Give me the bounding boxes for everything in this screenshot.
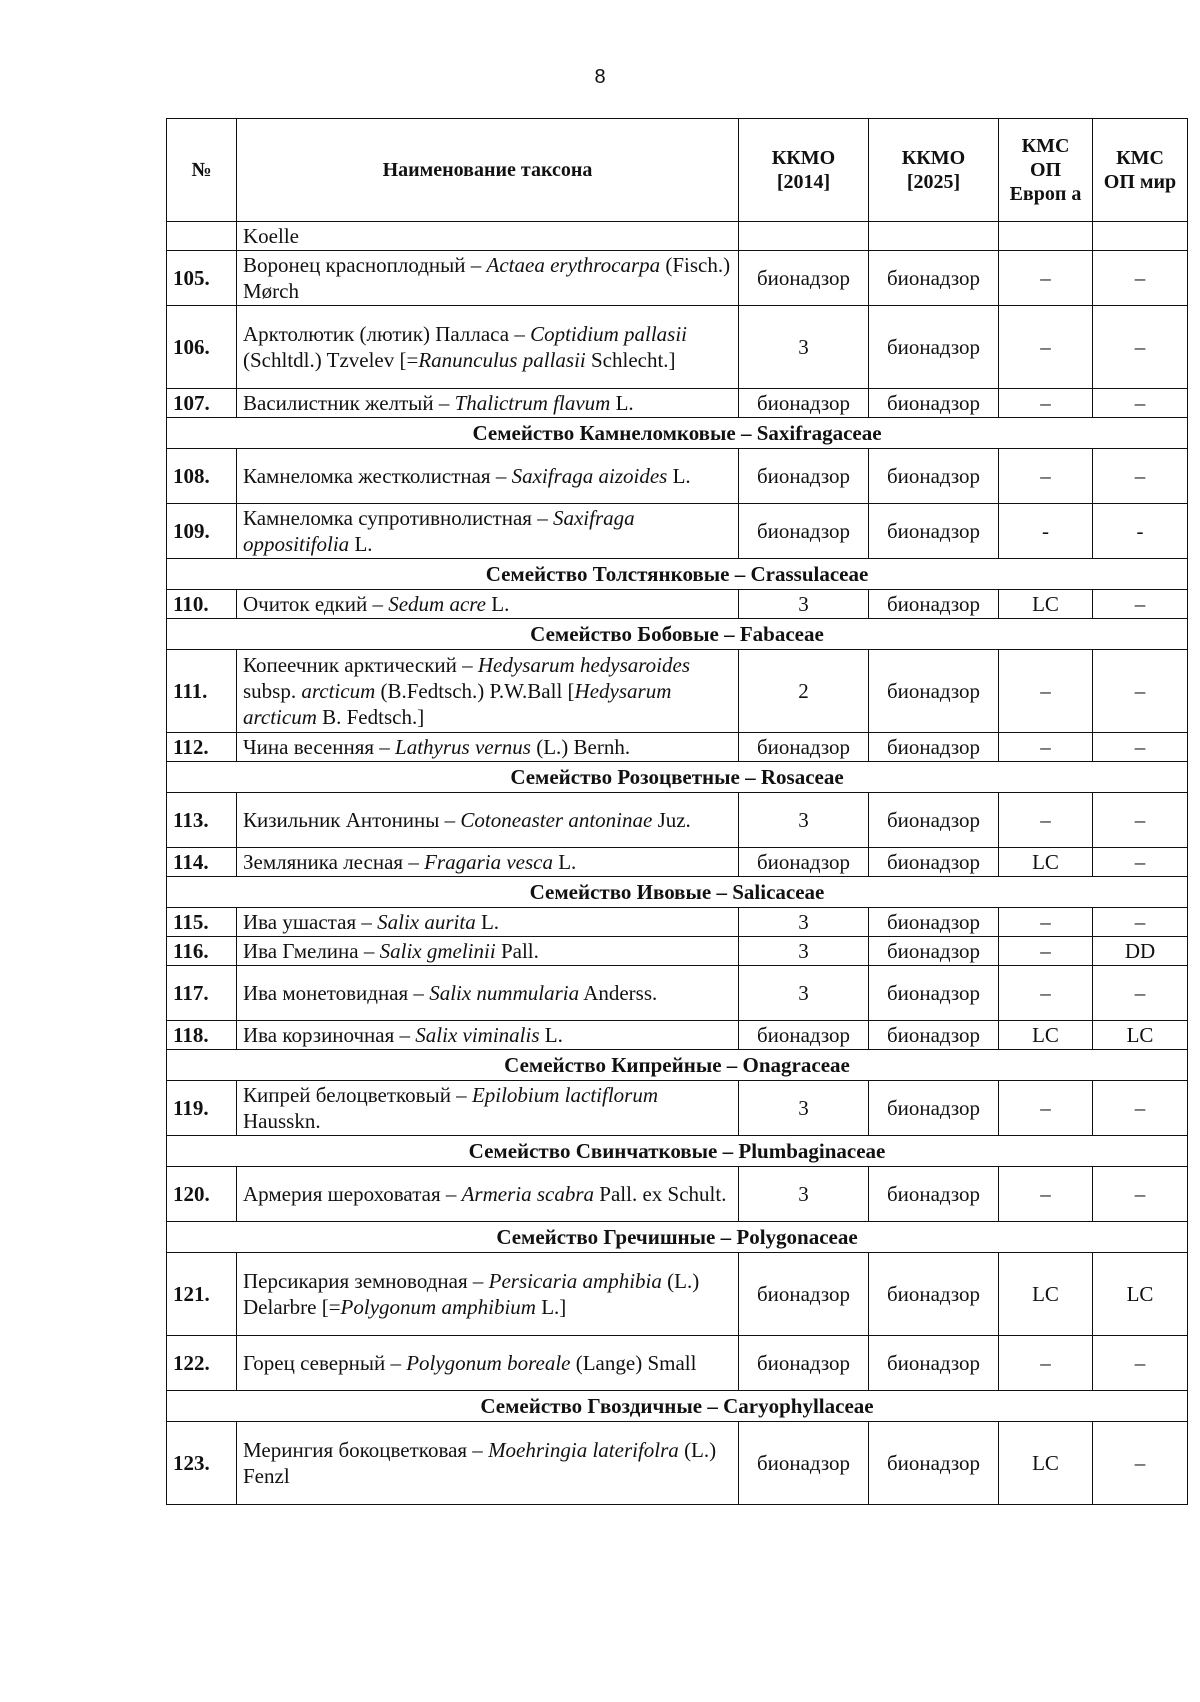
name-text: Персикария земноводная – (243, 1269, 489, 1293)
name-text: Земляника лесная – (243, 850, 425, 874)
name-text: Армерия шероховатая – (243, 1182, 462, 1206)
kms-world-status: – (1093, 908, 1188, 937)
latin-name: Epilobium lactiflorum (471, 1083, 659, 1107)
taxon-name (237, 222, 739, 251)
name-text: B. Fedtsch.] (316, 705, 425, 729)
taxon-name (237, 908, 739, 937)
kkmo-2014-status: 3 (739, 908, 869, 937)
row-number: 108. (167, 449, 237, 504)
row-number: 111. (167, 650, 237, 733)
kms-world-status: – (1093, 306, 1188, 389)
kms-europe-status: – (999, 251, 1093, 306)
name-text: Арктолютик (лютик) Палласа – (243, 322, 531, 346)
name-text: Pall. ex Schult. (594, 1182, 727, 1206)
kms-europe-status: – (999, 1081, 1093, 1136)
row-number: 107. (167, 389, 237, 418)
kkmo-2014-status: бионадзор (739, 1021, 869, 1050)
taxon-name (237, 1167, 739, 1222)
row-number: 109. (167, 504, 237, 559)
name-text: L. (349, 532, 373, 556)
family-header-row (167, 619, 1188, 650)
taxon-row (167, 793, 1188, 848)
header-kkmo-2025: ККМО [2025] (869, 119, 999, 222)
name-text: Василистник желтый – (243, 391, 455, 415)
taxon-row (167, 449, 1188, 504)
kkmo-2014-status: бионадзор (739, 1253, 869, 1336)
taxon-name (237, 1336, 739, 1391)
kkmo-2025-status: бионадзор (869, 848, 999, 877)
kkmo-2025-status: бионадзор (869, 937, 999, 966)
name-text: Ива корзиночная – (243, 1023, 416, 1047)
row-number: 106. (167, 306, 237, 389)
taxon-row (167, 650, 1188, 733)
latin-name: Actaea erythrocarpa (486, 253, 661, 277)
name-text: Кипрей белоцветковый – (243, 1083, 472, 1107)
taxon-name (237, 590, 739, 619)
row-number: 120. (167, 1167, 237, 1222)
kkmo-2025-status: бионадзор (869, 306, 999, 389)
latin-name: Ranunculus pallasii (418, 348, 586, 372)
name-text: Anderss. (579, 981, 658, 1005)
latin-name: Saxifraga oppositifolia (243, 506, 635, 556)
kms-europe-status: - (999, 504, 1093, 559)
row-number: 105. (167, 251, 237, 306)
kkmo-2014-status: бионадзор (739, 449, 869, 504)
name-text: Ива Гмелина – (243, 939, 380, 963)
row-number: 114. (167, 848, 237, 877)
kms-europe-status (999, 222, 1093, 251)
latin-name: Persicaria amphibia (488, 1269, 662, 1293)
taxon-row (167, 966, 1188, 1021)
name-text: Копеечник арктический – (243, 653, 478, 677)
name-text: Pall. (495, 939, 539, 963)
kms-europe-status: – (999, 1167, 1093, 1222)
kkmo-2014-status: 3 (739, 937, 869, 966)
kms-world-status (1093, 222, 1188, 251)
name-text: L. (667, 464, 691, 488)
name-text: Камнеломка супротивнолистная – (243, 506, 553, 530)
kkmo-2014-status: 3 (739, 966, 869, 1021)
kms-world-status: – (1093, 449, 1188, 504)
taxon-name (237, 733, 739, 762)
kkmo-2014-status: бионадзор (739, 1336, 869, 1391)
latin-name: Polygonum boreale (406, 1351, 571, 1375)
latin-name: Coptidium pallasii (530, 322, 688, 346)
kkmo-2025-status: бионадзор (869, 1167, 999, 1222)
kkmo-2025-status: бионадзор (869, 1336, 999, 1391)
row-number: 113. (167, 793, 237, 848)
latin-name: Salix gmelinii (379, 939, 496, 963)
page-number: 8 (594, 66, 606, 88)
kkmo-2025-status: бионадзор (869, 1081, 999, 1136)
kkmo-2014-status: 3 (739, 590, 869, 619)
row-number: 122. (167, 1336, 237, 1391)
kkmo-2025-status: бионадзор (869, 1021, 999, 1050)
family-header-row (167, 1050, 1188, 1081)
taxon-name (237, 650, 739, 733)
kkmo-2014-status: 3 (739, 1081, 869, 1136)
name-text: Schlecht.] (585, 348, 676, 372)
kms-europe-status: – (999, 1336, 1093, 1391)
kms-europe-status: – (999, 966, 1093, 1021)
taxon-row (167, 1167, 1188, 1222)
kkmo-2025-status: бионадзор (869, 251, 999, 306)
kkmo-2025-status: бионадзор (869, 449, 999, 504)
kkmo-2025-status: бионадзор (869, 966, 999, 1021)
row-number: 110. (167, 590, 237, 619)
kkmo-2025-status: бионадзор (869, 590, 999, 619)
kms-europe-status: – (999, 389, 1093, 418)
kms-europe-status: LC (999, 1253, 1093, 1336)
kkmo-2025-status (869, 222, 999, 251)
taxon-name (237, 306, 739, 389)
latin-name: Sedum acre (388, 592, 487, 616)
taxon-name (237, 793, 739, 848)
kkmo-2014-status: бионадзор (739, 389, 869, 418)
kms-world-status: – (1093, 389, 1188, 418)
taxon-name (237, 966, 739, 1021)
taxon-name (237, 937, 739, 966)
taxon-row (167, 251, 1188, 306)
name-text: Juz. (652, 808, 691, 832)
taxa-table (166, 118, 1188, 1505)
taxon-row (167, 1336, 1188, 1391)
row-number: 116. (167, 937, 237, 966)
taxon-row (167, 306, 1188, 389)
name-text: Мерингия бокоцветковая – (243, 1438, 489, 1462)
name-text: (Fisch.) Mørch (243, 253, 731, 303)
kms-europe-status: – (999, 650, 1093, 733)
kms-world-status: – (1093, 793, 1188, 848)
taxon-row (167, 1253, 1188, 1336)
family-label: Семейство Свинчатковые – Plumbaginaceae (167, 1136, 1188, 1167)
taxon-name (237, 389, 739, 418)
name-text: Hausskn. (243, 1109, 321, 1133)
family-label: Семейство Гречишные – Polygonaceae (167, 1222, 1188, 1253)
taxon-row (167, 937, 1188, 966)
name-text: (L.) Bernh. (530, 735, 631, 759)
latin-name: Lathyrus vernus (395, 735, 531, 759)
family-label: Семейство Кипрейные – Onagraceae (167, 1050, 1188, 1081)
kkmo-2014-status: 2 (739, 650, 869, 733)
kkmo-2025-status: бионадзор (869, 793, 999, 848)
table-header (167, 119, 1188, 222)
latin-name: Fragaria vesca (424, 850, 553, 874)
family-label: Семейство Гвоздичные – Caryophyllaceae (167, 1391, 1188, 1422)
taxon-name (237, 848, 739, 877)
taxon-row (167, 848, 1188, 877)
latin-name: Moehringia laterifolra (488, 1438, 679, 1462)
name-text: Горец северный – (243, 1351, 407, 1375)
latin-name: Saxifraga aizoides (511, 464, 668, 488)
kkmo-2025-status: бионадзор (869, 650, 999, 733)
taxon-name (237, 251, 739, 306)
taxon-name (237, 1422, 739, 1505)
name-text: Очиток едкий – (243, 592, 389, 616)
header-taxon-name: Наименование таксона (237, 119, 739, 222)
name-text: L. (475, 910, 500, 934)
name-text: Кизильник Антонины – (243, 808, 461, 832)
kms-world-status: – (1093, 1167, 1188, 1222)
name-text: L. (552, 850, 577, 874)
kms-world-status: LC (1093, 1253, 1188, 1336)
kkmo-2025-status: бионадзор (869, 389, 999, 418)
kms-world-status: – (1093, 590, 1188, 619)
name-text: L. (539, 1023, 563, 1047)
kkmo-2014-status: бионадзор (739, 848, 869, 877)
header-kms-world: КМС ОП мир (1093, 119, 1188, 222)
kkmo-2025-status: бионадзор (869, 1253, 999, 1336)
family-header-row (167, 559, 1188, 590)
row-number: 112. (167, 733, 237, 762)
kkmo-2014-status: бионадзор (739, 733, 869, 762)
latin-name: Salix viminalis (415, 1023, 540, 1047)
header-num: № (167, 119, 237, 222)
kms-europe-status: LC (999, 848, 1093, 877)
kms-world-status: – (1093, 251, 1188, 306)
kkmo-2014-status: 3 (739, 306, 869, 389)
latin-name: Thalictrum flavum (454, 391, 611, 415)
name-text: subsp. (243, 679, 302, 703)
name-text: Чина весенняя – (243, 735, 396, 759)
taxon-row (167, 1081, 1188, 1136)
kms-world-status: DD (1093, 937, 1188, 966)
family-header-row (167, 418, 1188, 449)
latin-name: Hedysarum arcticum (243, 679, 672, 729)
taxon-row (167, 733, 1188, 762)
kms-world-status: – (1093, 1336, 1188, 1391)
name-text: Камнеломка жестколистная – (243, 464, 512, 488)
latin-name: Salix nummularia (429, 981, 580, 1005)
family-label: Семейство Ивовые – Salicaceae (167, 877, 1188, 908)
taxon-row (167, 389, 1188, 418)
kkmo-2014-status: бионадзор (739, 504, 869, 559)
name-text: (L.) Delarbre [= (243, 1269, 700, 1319)
taxon-row (167, 504, 1188, 559)
kms-world-status: - (1093, 504, 1188, 559)
latin-name: Salix aurita (377, 910, 476, 934)
kms-europe-status: LC (999, 590, 1093, 619)
latin-name: arcticum (301, 679, 376, 703)
family-label: Семейство Толстянковые – Crassulaceae (167, 559, 1188, 590)
row-number (167, 222, 237, 251)
name-text: L. (486, 592, 510, 616)
kkmo-2014-status: бионадзор (739, 1422, 869, 1505)
kms-world-status: – (1093, 650, 1188, 733)
family-label: Семейство Розоцветные – Rosaceae (167, 762, 1188, 793)
name-text: L.] (535, 1295, 567, 1319)
kms-europe-status: – (999, 449, 1093, 504)
kkmo-2025-status: бионадзор (869, 908, 999, 937)
name-text: (Lange) Small (570, 1351, 697, 1375)
row-number: 123. (167, 1422, 237, 1505)
kms-europe-status: LC (999, 1021, 1093, 1050)
row-number: 117. (167, 966, 237, 1021)
family-label: Семейство Камнеломковые – Saxifragaceae (167, 418, 1188, 449)
kms-world-status: – (1093, 1422, 1188, 1505)
kms-world-status: – (1093, 848, 1188, 877)
kms-world-status: LC (1093, 1021, 1188, 1050)
latin-name: Hedysarum hedysaroides (477, 653, 690, 677)
taxon-row (167, 908, 1188, 937)
kkmo-2025-status: бионадзор (869, 733, 999, 762)
family-header-row (167, 877, 1188, 908)
taxon-name (237, 1081, 739, 1136)
kkmo-2014-status (739, 222, 869, 251)
name-text: (Schltdl.) Tzvelev [= (243, 348, 419, 372)
kms-europe-status: – (999, 733, 1093, 762)
name-text: L. (610, 391, 634, 415)
family-header-row (167, 762, 1188, 793)
header-kms-europe: КМС ОП Европ а (999, 119, 1093, 222)
latin-name: Armeria scabra (461, 1182, 595, 1206)
name-text: (L.) Fenzl (243, 1438, 717, 1488)
kms-europe-status: – (999, 908, 1093, 937)
taxon-row (167, 1422, 1188, 1505)
kms-europe-status: – (999, 937, 1093, 966)
kkmo-2014-status: бионадзор (739, 251, 869, 306)
table-body (167, 222, 1188, 1505)
row-number: 121. (167, 1253, 237, 1336)
taxon-row (167, 590, 1188, 619)
row-number: 115. (167, 908, 237, 937)
name-text: Koelle (243, 224, 299, 248)
kkmo-2014-status: 3 (739, 1167, 869, 1222)
header-kkmo-2014: ККМО [2014] (739, 119, 869, 222)
taxon-name (237, 449, 739, 504)
name-text: Воронец красноплодный – (243, 253, 487, 277)
family-header-row (167, 1222, 1188, 1253)
family-header-row (167, 1391, 1188, 1422)
kms-europe-status: – (999, 793, 1093, 848)
latin-name: Polygonum amphibium (340, 1295, 536, 1319)
taxon-name (237, 1021, 739, 1050)
kms-world-status: – (1093, 966, 1188, 1021)
taxon-row (167, 1021, 1188, 1050)
latin-name: Cotoneaster antoninae (460, 808, 653, 832)
taxon-row (167, 222, 1188, 251)
name-text: (B.Fedtsch.) P.W.Ball [ (375, 679, 575, 703)
kms-europe-status: – (999, 306, 1093, 389)
kms-world-status: – (1093, 1081, 1188, 1136)
family-header-row (167, 1136, 1188, 1167)
name-text: Ива монетовидная – (243, 981, 430, 1005)
row-number: 119. (167, 1081, 237, 1136)
taxon-name (237, 1253, 739, 1336)
taxon-name (237, 504, 739, 559)
family-label: Семейство Бобовые – Fabaceae (167, 619, 1188, 650)
kkmo-2025-status: бионадзор (869, 1422, 999, 1505)
kms-europe-status: LC (999, 1422, 1093, 1505)
name-text: Ива ушастая – (243, 910, 378, 934)
kms-world-status: – (1093, 733, 1188, 762)
kkmo-2025-status: бионадзор (869, 504, 999, 559)
kkmo-2014-status: 3 (739, 793, 869, 848)
row-number: 118. (167, 1021, 237, 1050)
